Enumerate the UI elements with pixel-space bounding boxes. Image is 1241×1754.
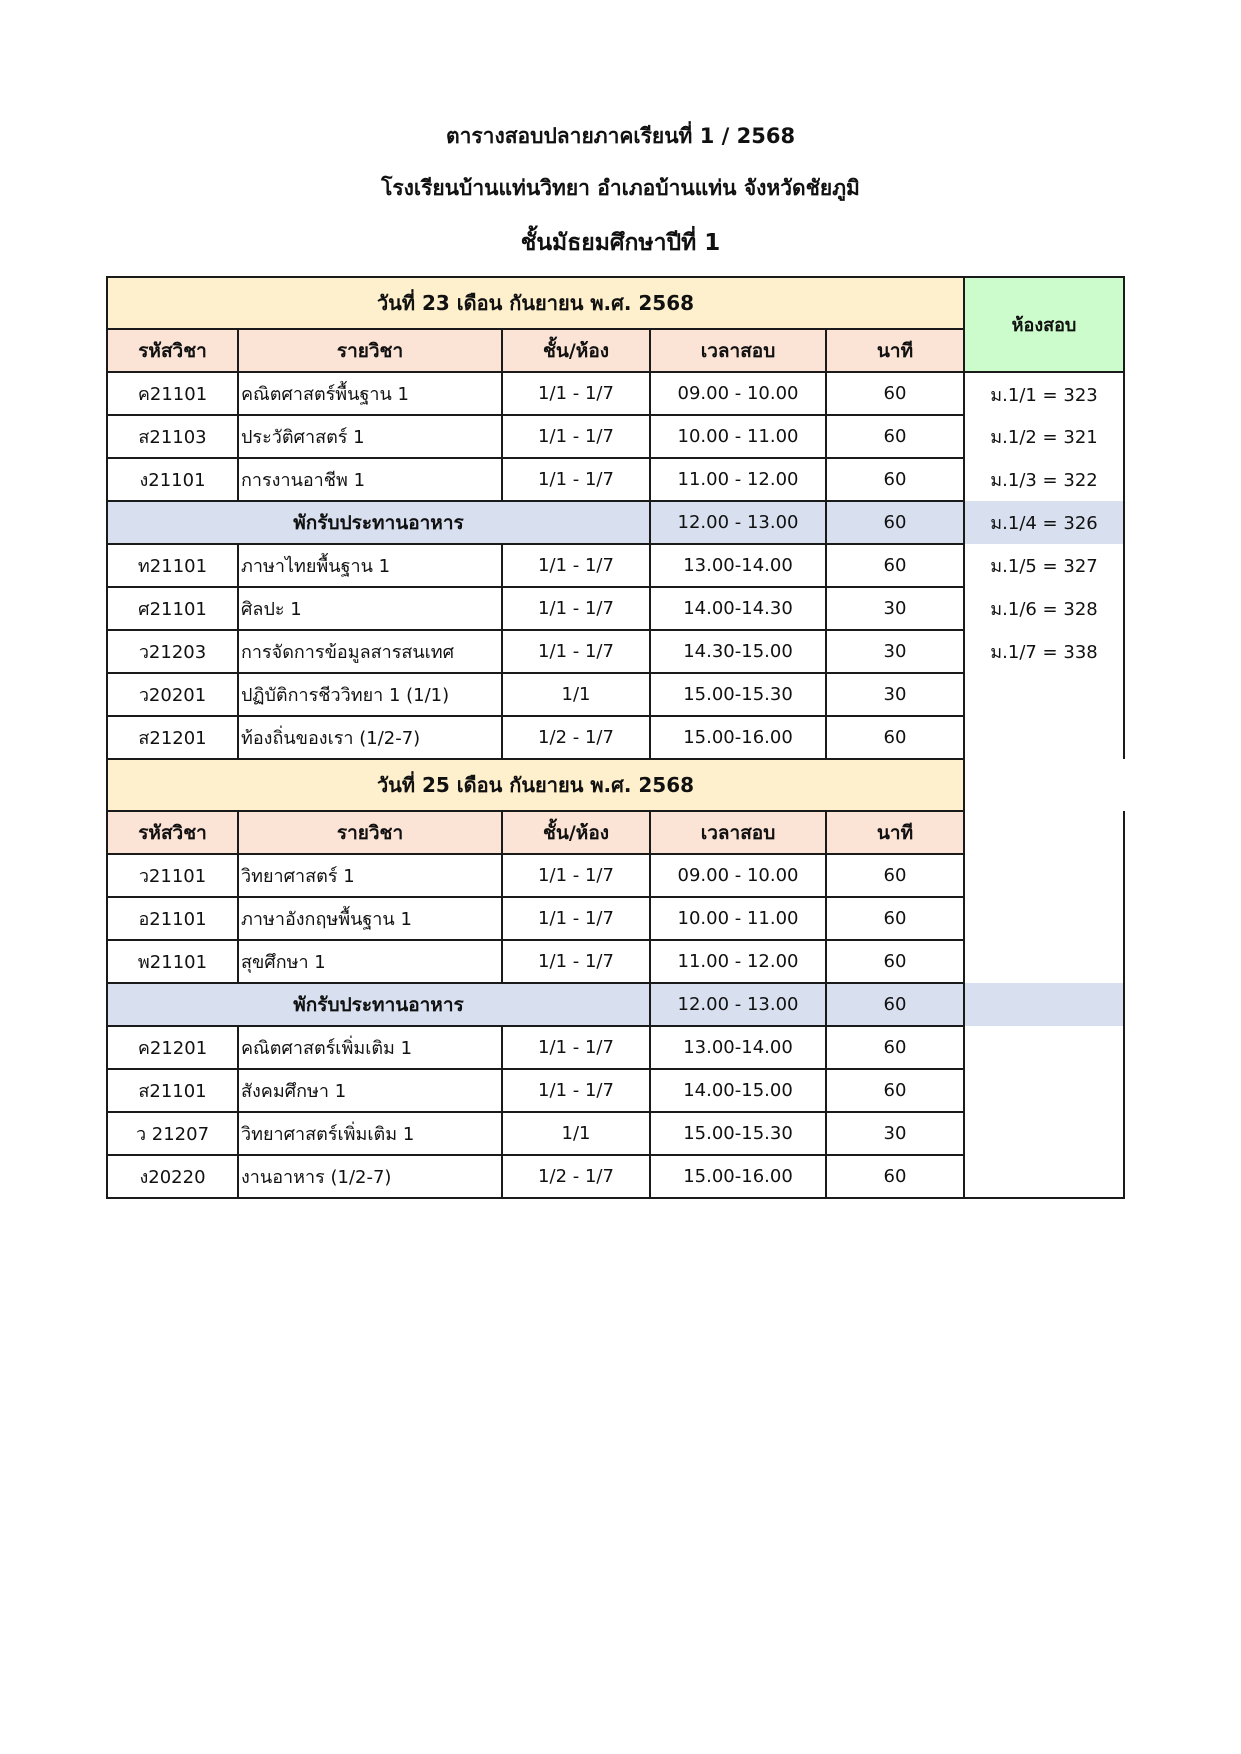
subject-name: ปฏิบัติการชีววิทยา 1 (1/1) xyxy=(238,673,502,716)
class-range: 1/1 xyxy=(502,673,650,716)
exam-time: 11.00 - 12.00 xyxy=(650,458,826,501)
exam-minutes: 60 xyxy=(826,458,964,501)
class-range: 1/2 - 1/7 xyxy=(502,716,650,759)
subject-code: ง21101 xyxy=(107,458,238,501)
exam-minutes: 30 xyxy=(826,673,964,716)
subject-code: ท21101 xyxy=(107,544,238,587)
column-header-time: เวลาสอบ xyxy=(650,329,826,372)
subject-name: งานอาหาร (1/2-7) xyxy=(238,1155,502,1198)
exam-room-assignment: ม.1/6 = 328 xyxy=(964,587,1124,630)
column-header-row xyxy=(107,811,1124,854)
exam-minutes: 60 xyxy=(826,897,964,940)
exam-time: 11.00 - 12.00 xyxy=(650,940,826,983)
subject-code: ว 21207 xyxy=(107,1112,238,1155)
class-range: 1/1 - 1/7 xyxy=(502,897,650,940)
exam-room-assignment: ม.1/2 = 321 xyxy=(964,415,1124,458)
subject-code: ส21103 xyxy=(107,415,238,458)
exam-row xyxy=(107,630,1124,673)
exam-time: 15.00-15.30 xyxy=(650,673,826,716)
exam-row xyxy=(107,854,1124,897)
exam-minutes: 60 xyxy=(826,854,964,897)
column-header-class: ชั้น/ห้อง xyxy=(502,811,650,854)
exam-time: 15.00-15.30 xyxy=(650,1112,826,1155)
lunch-break-label: พักรับประทานอาหาร xyxy=(107,983,650,1026)
subject-code: ค21201 xyxy=(107,1026,238,1069)
exam-minutes: 60 xyxy=(826,983,964,1026)
subject-code: ศ21101 xyxy=(107,587,238,630)
subject-code: พ21101 xyxy=(107,940,238,983)
subject-code: ว20201 xyxy=(107,673,238,716)
class-range: 1/1 - 1/7 xyxy=(502,587,650,630)
room-cell-empty xyxy=(964,1069,1124,1112)
exam-time: 14.00-15.00 xyxy=(650,1069,826,1112)
class-range: 1/1 - 1/7 xyxy=(502,458,650,501)
column-header-time: เวลาสอบ xyxy=(650,811,826,854)
exam-room-assignment: ม.1/5 = 327 xyxy=(964,544,1124,587)
subject-name: วิทยาศาสตร์เพิ่มเติม 1 xyxy=(238,1112,502,1155)
subject-name: คณิตศาสตร์พื้นฐาน 1 xyxy=(238,372,502,415)
exam-minutes: 60 xyxy=(826,716,964,759)
column-header-subject: รายวิชา xyxy=(238,811,502,854)
subject-name: ภาษาอังกฤษพื้นฐาน 1 xyxy=(238,897,502,940)
room-cell-empty xyxy=(964,854,1124,897)
exam-row xyxy=(107,1026,1124,1069)
day-date: วันที่ 25 เดือน กันยายน พ.ศ. 2568 xyxy=(107,759,964,811)
exam-time: 13.00-14.00 xyxy=(650,1026,826,1069)
exam-time: 12.00 - 13.00 xyxy=(650,983,826,1026)
subject-code: ส21201 xyxy=(107,716,238,759)
exam-time: 12.00 - 13.00 xyxy=(650,501,826,544)
exam-minutes: 60 xyxy=(826,940,964,983)
subject-name: ภาษาไทยพื้นฐาน 1 xyxy=(238,544,502,587)
class-range: 1/1 - 1/7 xyxy=(502,630,650,673)
exam-minutes: 60 xyxy=(826,415,964,458)
exam-schedule-table xyxy=(106,276,1125,1199)
subject-name: วิทยาศาสตร์ 1 xyxy=(238,854,502,897)
exam-room-assignment: ม.1/4 = 326 xyxy=(964,501,1124,544)
room-cell-empty xyxy=(964,983,1124,1026)
exam-minutes: 30 xyxy=(826,587,964,630)
exam-minutes: 60 xyxy=(826,372,964,415)
exam-time: 15.00-16.00 xyxy=(650,716,826,759)
class-range: 1/1 - 1/7 xyxy=(502,1026,650,1069)
exam-time: 10.00 - 11.00 xyxy=(650,415,826,458)
class-range: 1/1 - 1/7 xyxy=(502,940,650,983)
exam-minutes: 60 xyxy=(826,1026,964,1069)
exam-row xyxy=(107,458,1124,501)
exam-row xyxy=(107,716,1124,759)
exam-row xyxy=(107,1155,1124,1198)
subject-name: สังคมศึกษา 1 xyxy=(238,1069,502,1112)
lunch-break-row xyxy=(107,983,1124,1026)
subject-code: ว21101 xyxy=(107,854,238,897)
room-column-header: ห้องสอบ xyxy=(964,277,1124,372)
class-range: 1/1 - 1/7 xyxy=(502,854,650,897)
room-cell-empty xyxy=(964,1155,1124,1198)
room-cell-empty xyxy=(964,1112,1124,1155)
subject-code: ว21203 xyxy=(107,630,238,673)
subject-name: ศิลปะ 1 xyxy=(238,587,502,630)
column-header-subject: รายวิชา xyxy=(238,329,502,372)
exam-row xyxy=(107,673,1124,716)
exam-row xyxy=(107,940,1124,983)
day-header-row xyxy=(107,277,1124,329)
subject-code: อ21101 xyxy=(107,897,238,940)
class-range: 1/1 - 1/7 xyxy=(502,372,650,415)
room-cell-empty xyxy=(964,897,1124,940)
column-header-code: รหัสวิชา xyxy=(107,811,238,854)
day-date: วันที่ 23 เดือน กันยายน พ.ศ. 2568 xyxy=(107,277,964,329)
subject-name: ประวัติศาสตร์ 1 xyxy=(238,415,502,458)
school-name: โรงเรียนบ้านแท่นวิทยา อำเภอบ้านแท่น จังหวัดชัยภูมิ xyxy=(381,176,860,200)
subject-code: ง20220 xyxy=(107,1155,238,1198)
exam-row xyxy=(107,544,1124,587)
exam-minutes: 60 xyxy=(826,544,964,587)
exam-time: 09.00 - 10.00 xyxy=(650,854,826,897)
exam-time: 14.30-15.00 xyxy=(650,630,826,673)
day-header-row xyxy=(107,759,1124,811)
exam-room-assignment: ม.1/7 = 338 xyxy=(964,630,1124,673)
exam-minutes: 60 xyxy=(826,1155,964,1198)
class-range: 1/1 xyxy=(502,1112,650,1155)
exam-room-assignment: ม.1/1 = 323 xyxy=(964,372,1124,415)
room-cell-empty xyxy=(964,673,1124,716)
class-range: 1/2 - 1/7 xyxy=(502,1155,650,1198)
subject-name: ท้องถิ่นของเรา (1/2-7) xyxy=(238,716,502,759)
subject-name: สุขศึกษา 1 xyxy=(238,940,502,983)
lunch-break-label: พักรับประทานอาหาร xyxy=(107,501,650,544)
exam-row xyxy=(107,1069,1124,1112)
exam-time: 14.00-14.30 xyxy=(650,587,826,630)
exam-row xyxy=(107,587,1124,630)
class-range: 1/1 - 1/7 xyxy=(502,1069,650,1112)
column-header-code: รหัสวิชา xyxy=(107,329,238,372)
class-range: 1/1 - 1/7 xyxy=(502,415,650,458)
lunch-break-row xyxy=(107,501,1124,544)
subject-code: ส21101 xyxy=(107,1069,238,1112)
column-header-class: ชั้น/ห้อง xyxy=(502,329,650,372)
grade-level: ชั้นมัธยมศึกษาปีที่ 1 xyxy=(520,230,721,256)
exam-row xyxy=(107,372,1124,415)
subject-name: การจัดการข้อมูลสารสนเทศ xyxy=(238,630,502,673)
exam-minutes: 60 xyxy=(826,1069,964,1112)
room-cell-empty xyxy=(964,716,1124,759)
exam-minutes: 60 xyxy=(826,501,964,544)
exam-time: 10.00 - 11.00 xyxy=(650,897,826,940)
room-cell-empty xyxy=(964,1026,1124,1069)
exam-time: 13.00-14.00 xyxy=(650,544,826,587)
exam-minutes: 30 xyxy=(826,1112,964,1155)
room-cell-empty xyxy=(964,940,1124,983)
exam-time: 09.00 - 10.00 xyxy=(650,372,826,415)
exam-room-assignment: ม.1/3 = 322 xyxy=(964,458,1124,501)
subject-name: การงานอาชีพ 1 xyxy=(238,458,502,501)
subject-name: คณิตศาสตร์เพิ่มเติม 1 xyxy=(238,1026,502,1069)
class-range: 1/1 - 1/7 xyxy=(502,544,650,587)
column-header-minutes: นาที xyxy=(826,811,964,854)
room-cell-empty xyxy=(964,811,1124,854)
subject-code: ค21101 xyxy=(107,372,238,415)
column-header-minutes: นาที xyxy=(826,329,964,372)
exam-time: 15.00-16.00 xyxy=(650,1155,826,1198)
exam-row xyxy=(107,897,1124,940)
exam-row xyxy=(107,1112,1124,1155)
exam-title: ตารางสอบปลายภาคเรียนที่ 1 / 2568 xyxy=(445,124,796,148)
exam-row xyxy=(107,415,1124,458)
exam-minutes: 30 xyxy=(826,630,964,673)
